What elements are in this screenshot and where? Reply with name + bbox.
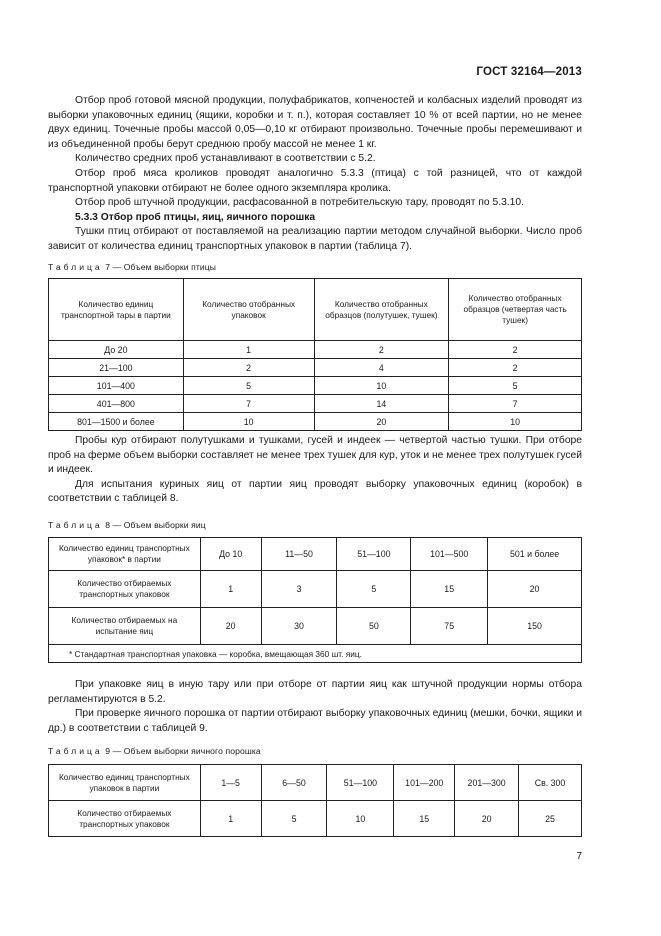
text-block-1	[48, 94, 582, 255]
column-header: 51—100	[327, 765, 394, 801]
table-footnote: * Стандартная транспортная упаковка — коробка, вмещающая 360 шт. яиц.	[49, 645, 582, 663]
row-header: Количество отбираемых на испытание яиц	[49, 608, 201, 645]
table7-caption: Таблица 7 — Объем выборки птицы	[48, 262, 217, 272]
table-cell: 20	[200, 608, 261, 645]
table-cell: 10	[449, 413, 582, 431]
column-header: Св. 300	[519, 765, 582, 801]
table-cell: 30	[261, 608, 337, 645]
table-cell: 5	[261, 801, 327, 837]
column-header: Количество отобранных упаковок	[183, 279, 314, 341]
table-row	[49, 801, 582, 837]
table-cell: 20	[455, 801, 519, 837]
table-cell: 10	[314, 377, 449, 395]
paragraph: Отбор проб штучной продукции, расфасованной в потребительскую тару, проводят по 5.3.10.	[75, 197, 524, 209]
table-7	[48, 278, 582, 431]
table-9	[48, 764, 582, 837]
section-heading: 5.3.3 Отбор проб птицы, яиц, яичного порошка	[75, 211, 316, 223]
table-cell: 25	[519, 801, 582, 837]
table-cell: 15	[411, 571, 488, 608]
column-header: 201—300	[455, 765, 519, 801]
table-cell: 3	[261, 571, 337, 608]
table-cell: 5	[183, 377, 314, 395]
table-cell: 10	[183, 413, 314, 431]
table-cell: 150	[488, 608, 582, 645]
paragraph: При упаковке яиц в иную тару или при отборе от партии яиц как штучной продукции нормы отбора регламентируются в 5.2.	[48, 679, 582, 705]
paragraph: Отбор проб мяса кроликов проводят аналогично 5.3.3 (птица) с той разницей, что от каждой транспортной упаковки отбирают не более одного экземпляра кролика.	[48, 167, 582, 194]
table-cell: До 20	[49, 341, 184, 359]
paragraph: Тушки птиц отбирают от поставляемой на реализацию партии методом случайной выборки. Число проб зависит от количества единиц транспортных упаковок в партии (таблица 7).	[48, 226, 582, 252]
table-cell: 2	[183, 359, 314, 377]
row-header: Количество отбираемых транспортных упаковок	[49, 571, 201, 608]
column-header: Количество отобранных образцов (четвертая часть тушек)	[449, 279, 582, 341]
table-cell: 1	[200, 571, 261, 608]
table-cell: 10	[327, 801, 394, 837]
paragraph: Отбор проб готовой мясной продукции, полуфабрикатов, копченостей и колбасных изделий проводят из выборки упаковочных единиц (ящики, коробки и т. п.), которая составляет 10 % от всей партии, но не менее двух единиц. Точечные пробы массой 0,05—0,10 кг отбирают произвольно. Точечные пробы перемешивают и из объединенной пробы берут среднюю пробу массой не менее 1 кг.	[48, 95, 582, 150]
table-row	[49, 359, 582, 377]
table-cell: 21—100	[49, 359, 184, 377]
table-cell: 15	[394, 801, 455, 837]
table-cell: 2	[449, 341, 582, 359]
table-cell: 20	[488, 571, 582, 608]
table-row	[49, 765, 582, 801]
table-cell: 50	[337, 608, 411, 645]
row-header: Количество единиц транспортных упаковок в партии	[49, 765, 201, 801]
text-block-3	[48, 678, 582, 736]
table-cell: 801—1500 и более	[49, 413, 184, 431]
table-cell: 4	[314, 359, 449, 377]
table-row	[49, 377, 582, 395]
table-row	[49, 571, 582, 608]
table-row	[49, 395, 582, 413]
table-cell: 401—800	[49, 395, 184, 413]
table-cell: 7	[449, 395, 582, 413]
paragraph: Количество средних проб устанавливают в соответствии с 5.2.	[75, 153, 376, 165]
column-header: 1—5	[200, 765, 261, 801]
standard-code: ГОСТ 32164—2013	[476, 66, 582, 78]
table-row	[49, 608, 582, 645]
column-header: Количество отобранных образцов (полутушек, тушек)	[314, 279, 449, 341]
column-header: 51—100	[337, 538, 411, 571]
column-header: 101—200	[394, 765, 455, 801]
paragraph: Для испытания куриных яиц от партии яиц проводят выборку упаковочных единиц (коробок) в соответствии с таблицей 8.	[48, 478, 582, 505]
table-cell: 1	[200, 801, 261, 837]
column-header: Количество единиц транспортной тары в партии	[49, 279, 184, 341]
table-cell: 5	[449, 377, 582, 395]
text-block-2	[48, 434, 582, 507]
table9-caption: Таблица 9 — Объем выборки яичного порошка	[48, 746, 261, 756]
row-header: Количество отбираемых транспортных упаковок	[49, 801, 201, 837]
table-row	[49, 645, 582, 663]
table-cell: 101—400	[49, 377, 184, 395]
column-header: До 10	[200, 538, 261, 571]
paragraph: Пробы кур отбирают полутушками и тушками, гусей и индеек — четвертой частью тушки. При отборе проб на ферме объем выборки составляет не менее трех тушек для кур, уток и не менее трех полутушек гусей и индеек.	[48, 435, 583, 476]
table-cell: 5	[337, 571, 411, 608]
row-header: Количество единиц транспортных упаковок* в партии	[49, 538, 201, 571]
table-header-row	[49, 279, 582, 341]
table-8	[48, 537, 582, 663]
column-header: 501 и более	[488, 538, 582, 571]
column-header: 6—50	[261, 765, 327, 801]
page-number: 7	[576, 851, 582, 862]
table8-caption: Таблица 8 — Объем выборки яиц	[48, 520, 206, 530]
table-cell: 2	[449, 359, 582, 377]
table-cell: 2	[314, 341, 449, 359]
table-cell: 20	[314, 413, 449, 431]
table-row	[49, 341, 582, 359]
column-header: 101—500	[411, 538, 488, 571]
column-header: 11—50	[261, 538, 337, 571]
table-cell: 14	[314, 395, 449, 413]
table-cell: 1	[183, 341, 314, 359]
paragraph: При проверке яичного порошка от партии отбирают выборку упаковочных единиц (мешки, бочки, ящики и др.) в соответствии с таблицей 9.	[48, 708, 583, 734]
table-row	[49, 538, 582, 571]
table-cell: 75	[411, 608, 488, 645]
table-row	[49, 413, 582, 431]
table-cell: 7	[183, 395, 314, 413]
